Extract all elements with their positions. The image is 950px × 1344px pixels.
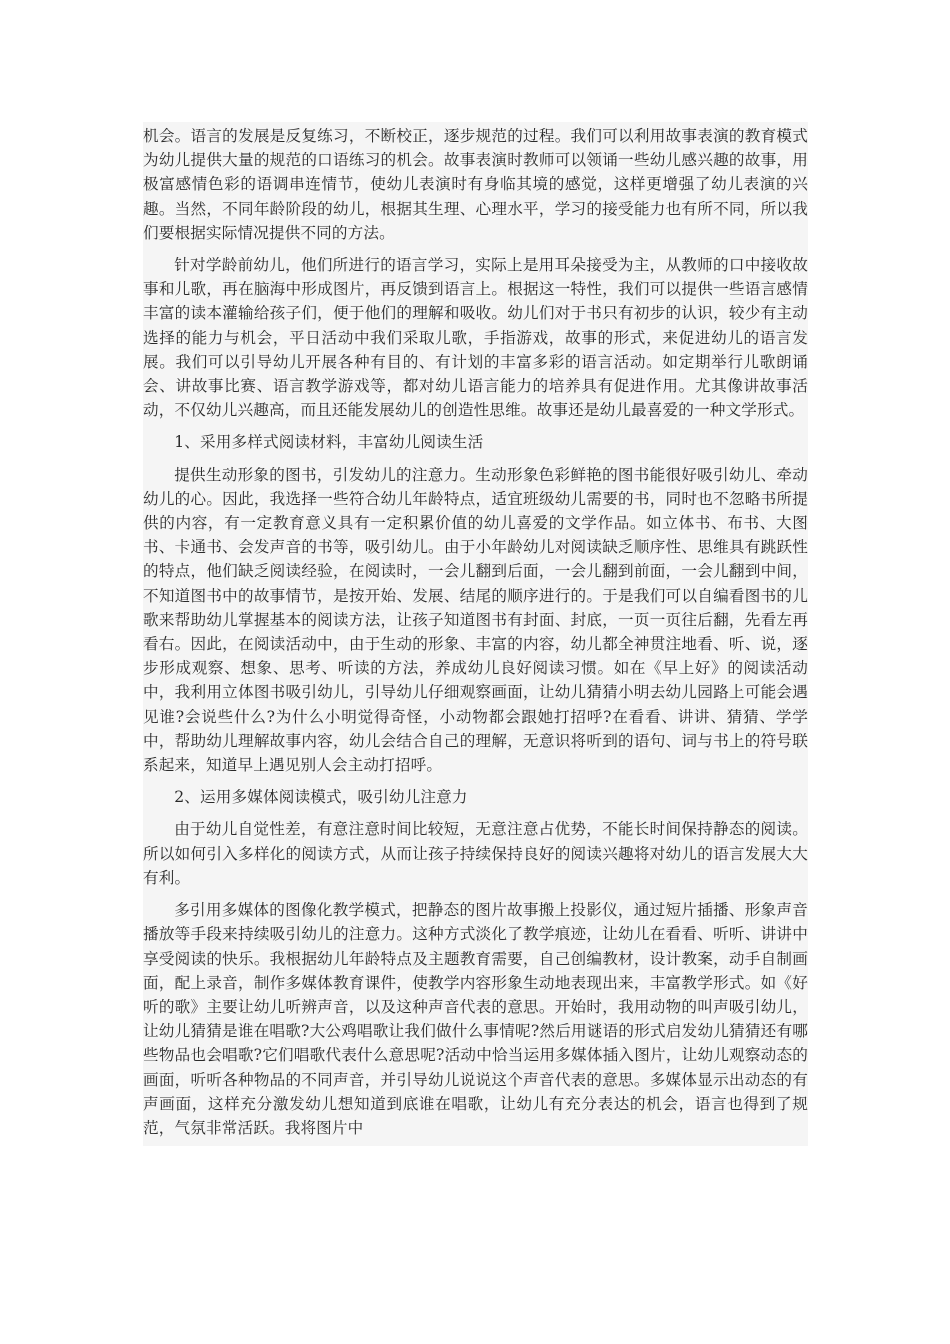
paragraph-2: 针对学龄前幼儿，他们所进行的语言学习，实际上是用耳朵接受为主，从教师的口中接收故事和儿歌，再在脑海中形成图片，再反馈到语言上。根据这一特性，我们可以提供一些语言感情丰富的读本灌输给孩子们，便于他们的理解和吸收。幼儿们对于书只有初步的认识，较少有主动选择的能力与机会，平日活动中我们采取儿歌，手指游戏，故事的形式，来促进幼儿的语言发展。我们可以引导幼儿开展各种有目的、有计划的丰富多彩的语言活动。如定期举行儿歌朗诵会、讲故事比赛、语言教学游戏等，都对幼儿语言能力的培养具有促进作用。尤其像讲故事活动，不仅幼儿兴趣高，而且还能发展幼儿的创造性思维。故事还是幼儿最喜爱的一种文学形式。 [143, 256, 808, 420]
section-heading-2: 2、运用多媒体阅读模式，吸引幼儿注意力 [174, 788, 468, 807]
document-body [143, 122, 808, 1146]
paragraph-4: 由于幼儿自觉性差，有意注意时间比较短，无意注意占优势，不能长时间保持静态的阅读。所以如何引入多样化的阅读方式，从而让孩子持续保持良好的阅读兴趣将对幼儿的语言发展大大有利。 [143, 820, 808, 887]
paragraph-1: 机会。语言的发展是反复练习，不断校正，逐步规范的过程。我们可以利用故事表演的教育模式为幼儿提供大量的规范的口语练习的机会。故事表演时教师可以领诵一些幼儿感兴趣的故事，用极富感情色彩的语调串连情节，使幼儿表演时有身临其境的感觉，这样更增强了幼儿表演的兴趣。当然，不同年龄阶段的幼儿，根据其生理、心理水平，学习的接受能力也有所不同，所以我们要根据实际情况提供不同的方法。 [143, 127, 808, 242]
section-heading-1: 1、采用多样式阅读材料，丰富幼儿阅读生活 [174, 433, 484, 452]
paragraph-3: 提供生动形象的图书，引发幼儿的注意力。生动形象色彩鲜艳的图书能很好吸引幼儿、牵动幼儿的心。因此，我选择一些符合幼儿年龄特点，适宜班级幼儿需要的书，同时也不忽略书所提供的内容，有一定教育意义具有一定积累价值的幼儿喜爱的文学作品。如立体书、布书、大图书、卡通书、会发声音的书等，吸引幼儿。由于小年龄幼儿对阅读缺乏顺序性、思维具有跳跃性的特点，他们缺乏阅读经验，在阅读时，一会儿翻到后面，一会儿翻到前面，一会儿翻到中间，不知道图书中的故事情节，是按开始、发展、结尾的顺序进行的。于是我们可以自编看图书的儿歌来帮助幼儿掌握基本的阅读方法，让孩子知道图书有封面、封底，一页一页往后翻，先看左再看右。因此，在阅读活动中，由于生动的形象、丰富的内容，幼儿都全神贯注地看、听、说，逐步形成观察、想象、思考、听读的方法，养成幼儿良好阅读习惯。如在《早上好》的阅读活动中，我利用立体图书吸引幼儿，引导幼儿仔细观察画面，让幼儿猜猜小明去幼儿园路上可能会遇见谁?会说些什么?为什么小明觉得奇怪，小动物都会跟她打招呼?在看看、讲讲、猜猜、学学中，帮助幼儿理解故事内容，幼儿会结合自己的理解，无意识将听到的语句、词与书上的符号联系起来，知道早上遇见别人会主动打招呼。 [143, 465, 808, 775]
paragraph-5: 多引用多媒体的图像化教学模式，把静态的图片故事搬上投影仪，通过短片插播、形象声音播放等手段来持续吸引幼儿的注意力。这种方式淡化了教学痕迹，让幼儿在看看、听听、讲讲中享受阅读的快乐。我根据幼儿年龄特点及主题教育需要，自己创编教材，设计教案，动手自制画面，配上录音，制作多媒体教育课件，使教学内容形象生动地表现出来，丰富教学形式。如《好听的歌》主要让幼儿听辨声音，以及这种声音代表的意思。开始时，我用动物的叫声吸引幼儿，让幼儿猜猜是谁在唱歌?大公鸡唱歌让我们做什么事情呢?然后用谜语的形式启发幼儿猜猜还有哪些物品也会唱歌?它们唱歌代表什么意思呢?活动中恰当运用多媒体插入图片，让幼儿观察动态的画面，听听各种物品的不同声音，并引导幼儿说说这个声音代表的意思。多媒体显示出动态的有声画面，这样充分激发幼儿想知道到底谁在唱歌，让幼儿有充分表达的机会，语言也得到了规范，气氛非常活跃。我将图片中 [143, 901, 808, 1137]
